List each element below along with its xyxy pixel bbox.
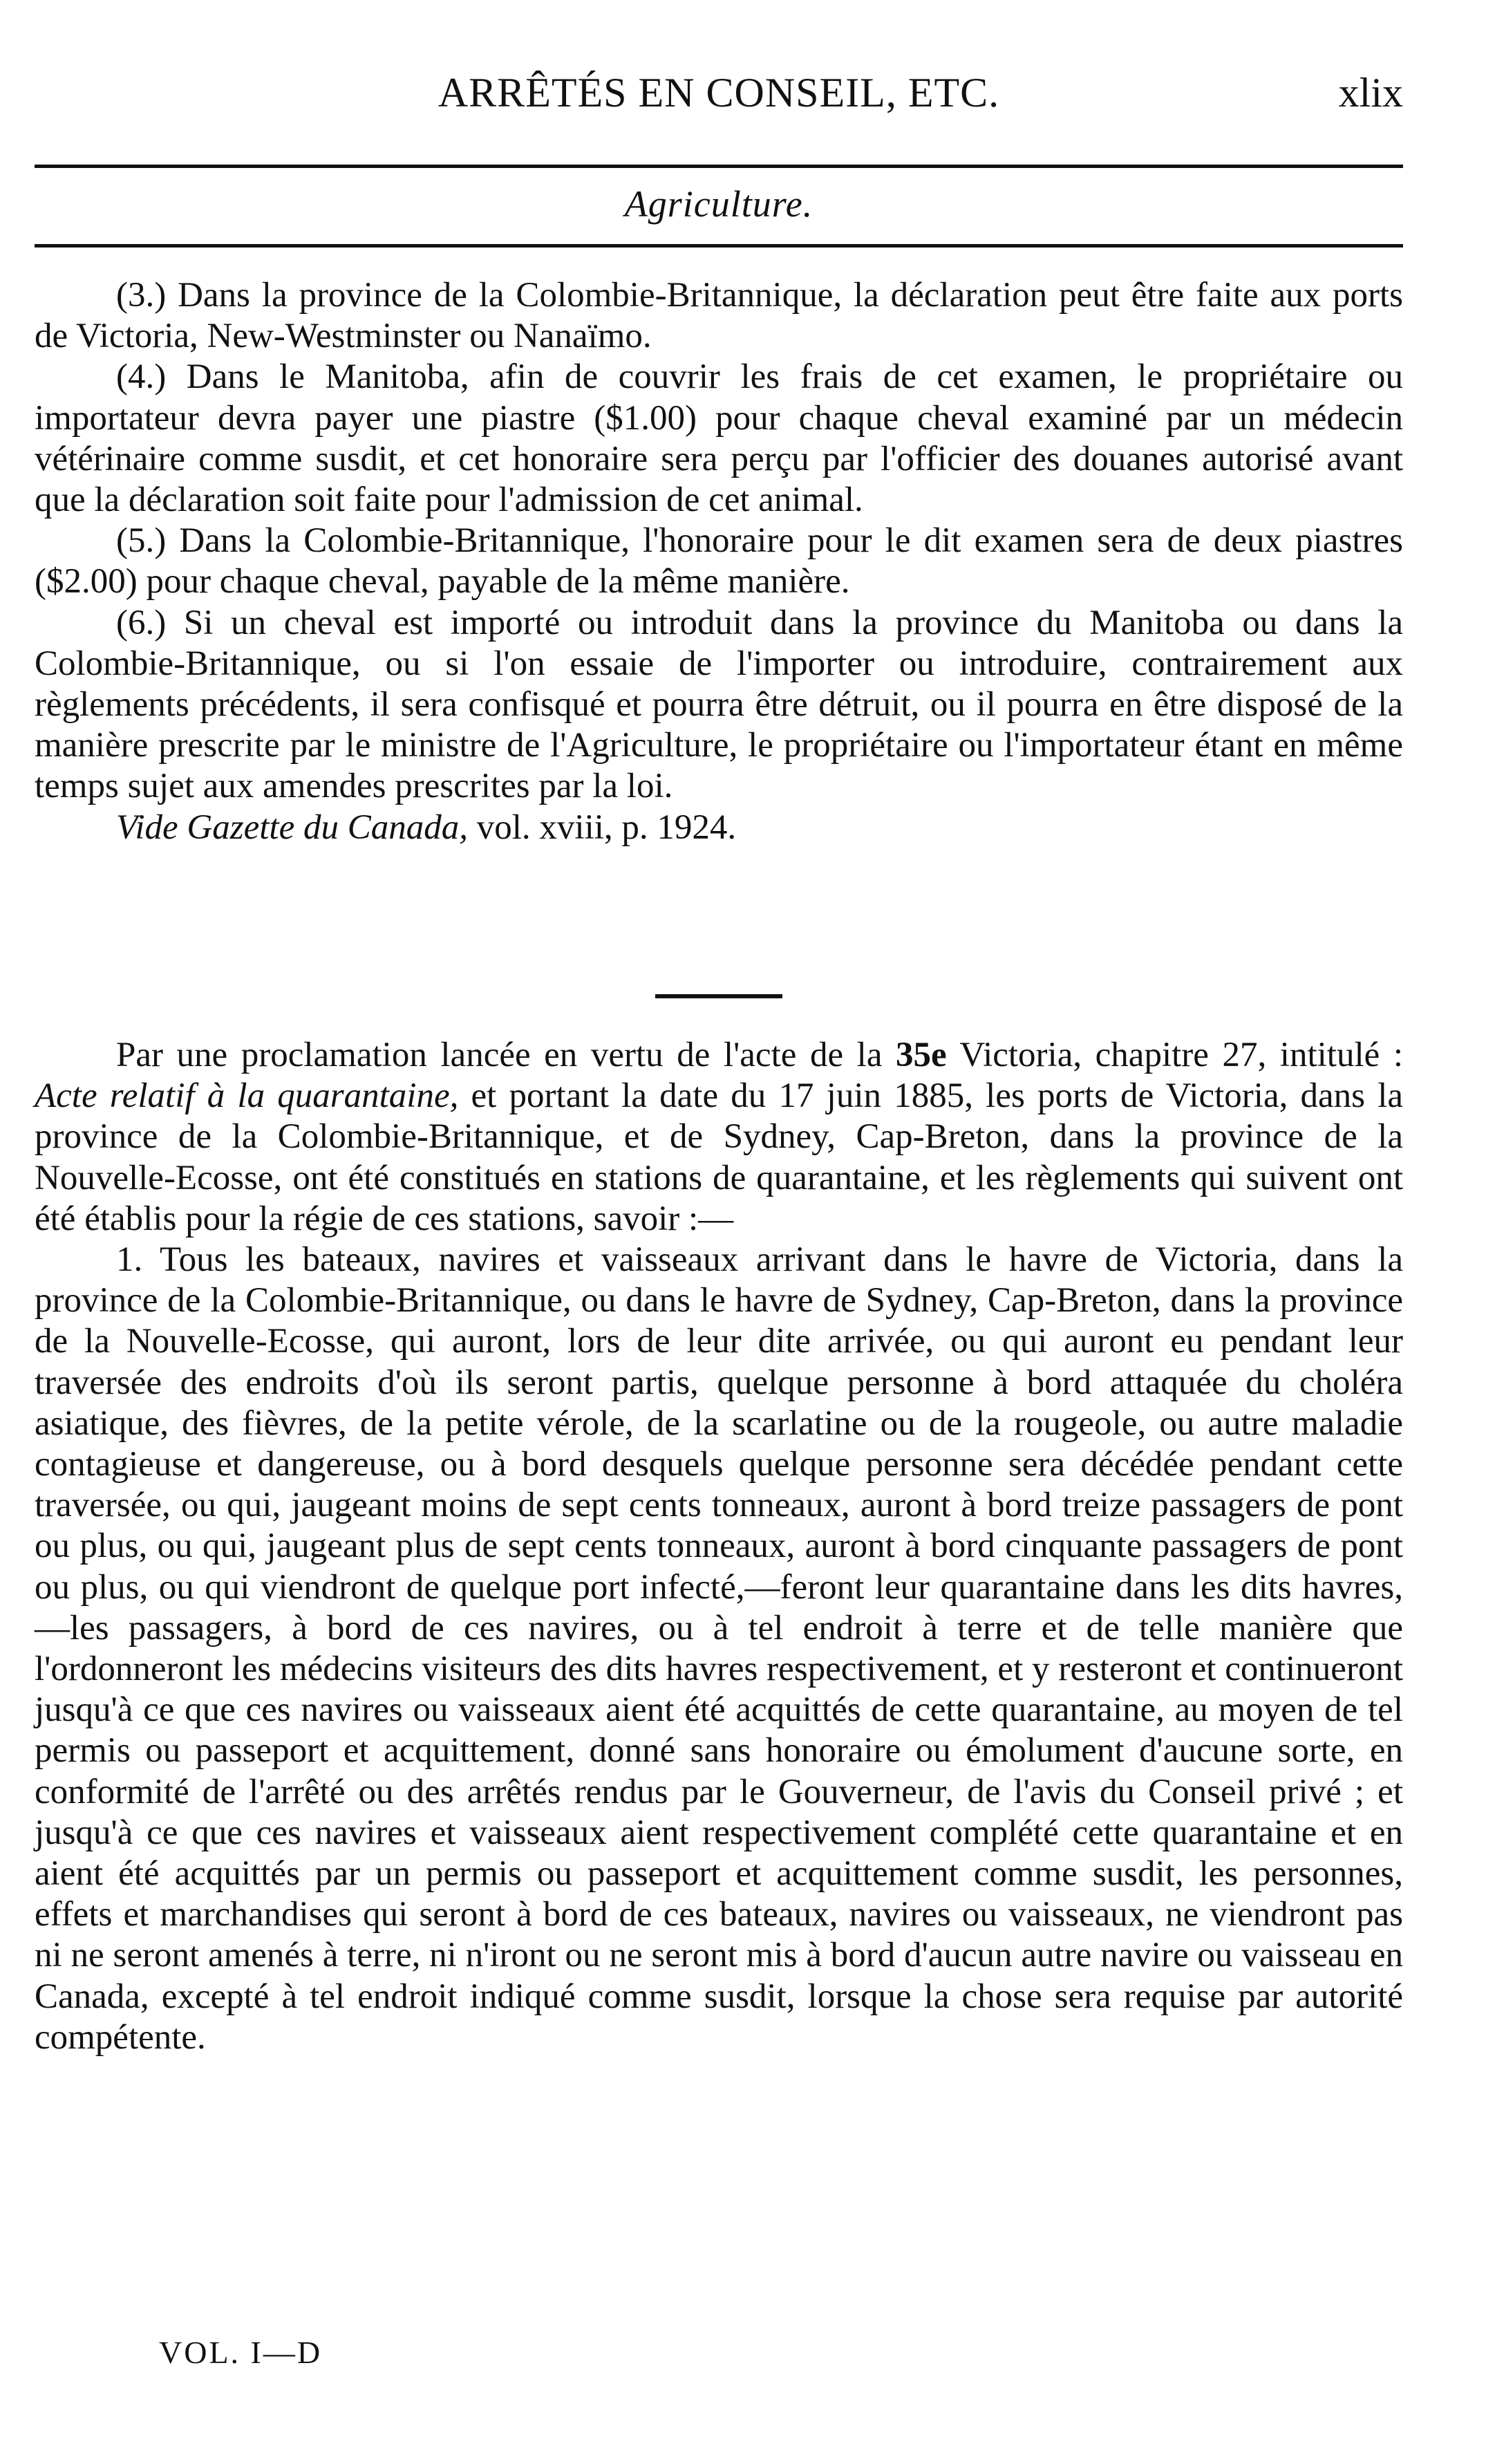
intro-text-b: Victoria, chapitre 27, intitulé : <box>946 1036 1404 1074</box>
intro-bold: 35e <box>896 1036 947 1074</box>
citation-italic: Vide Gazette du Canada, <box>116 808 468 847</box>
paragraph-3: (3.) Dans la province de la Colombie-Britannique, la déclaration peut être faite aux ports de Victoria, New-Westminster ou Nanaïmo. <box>35 276 1403 356</box>
paragraph-5: (5.) Dans la Colombie-Britannique, l'honoraire pour le dit examen sera de deux piastres ($2.00) pour chaque cheval, payable de la même manière. <box>35 521 1403 601</box>
proclamation-intro <box>35 1035 1403 1240</box>
quarantine-proclamation <box>35 1035 1403 2058</box>
header-rule-bottom <box>35 244 1403 248</box>
page-header <box>35 69 1403 131</box>
article-1: 1. Tous les bateaux, navires et vaisseaux arrivant dans le havre de Victoria, dans la province de la Colombie-Britannique, ou dans le havre de Sydney, Cap-Breton, dans la province de la Nouvelle-Ecosse, qui auront, lors de leur dite arrivée, ou qui auront eu pendant leur traversée des endroits d'où ils seront partis, quelque personne à bord attaquée du choléra asiatique, des fièvres, de la petite vérole, de la scarlatine ou de la rougeole, ou autre maladie contagieuse et dangereuse, ou à bord desquels quelque personne sera décédée pendant cette traversée, ou qui, jaugeant moins de sept cents tonneaux, auront à bord treize passagers de pont ou plus, ou qui, jaugeant plus de sept cents tonneaux, auront à bord cinquante passagers de pont ou plus, ou qui viendront de quelque port infecté,—feront leur quarantaine dans les dits havres,—les passagers, à bord de ces navires, ou à tel endroit à terre et de telle manière que l'ordonneront les médecins visiteurs des dits havres respectivement, et y resteront et continueront jusqu'à ce que ces navires ou vaisseaux aient été acquittés de cette quarantaine, au moyen de tel permis ou passeport et acquittement, donné sans honoraire ou émolument d'aucune sorte, en conformité de l'arrêté ou des arrêtés rendus par le Gouverneur, de l'avis du Conseil privé ; et jusqu'à ce que ces navires et vaisseaux aient respectivement complété cette quarantaine et en aient été acquittés par un permis ou passeport et acquittement comme susdit, les personnes, effets et marchandises qui seront à bord de ces bateaux, navires ou vaisseaux, ne viendront pas ni ne seront amenés à terre, ni n'iront ou ne seront mis à bord d'aucun autre navire ou vaisseau en Canada, excepté à tel endroit indiqué comme susdit, lorsque la chose sera requise par autorité compétente. <box>35 1240 1403 2057</box>
agriculture-regulations <box>35 275 1403 848</box>
section-separator <box>655 994 782 998</box>
act-title: Acte relatif à la quarantaine, <box>35 1076 459 1116</box>
page-number: xlix <box>1338 70 1403 115</box>
intro-text-c: et portant la date du 17 juin 1885, les ports de Victoria, dans la province de la Colombie-Britannique, et de Sydney, Cap-Breton, dans la province de la Nouvelle-Ecosse, ont été constitués en stations de quarantaine, et les règlements qui suivent ont été établis pour la régie de ces stations, savoir :— <box>35 1076 1403 1238</box>
running-title: ARRÊTÉS EN CONSEIL, ETC. <box>438 70 1000 115</box>
section-title: Agriculture. <box>624 183 813 225</box>
volume-signature: VOL. I—D <box>159 2335 323 2370</box>
gazette-citation <box>35 808 1403 848</box>
citation-rest: vol. xviii, p. 1924. <box>467 808 737 847</box>
paragraph-6: (6.) Si un cheval est importé ou introduit dans la province du Manitoba ou dans la Colombie-Britannique, ou si l'on essaie de l'importer ou introduire, contrairement aux règlements précédents, il sera confisqué et pourra être détruit, ou il pourra en être disposé de la manière prescrite par le ministre de l'Agriculture, le propriétaire ou l'importateur étant en même temps sujet aux amendes prescrites par la loi. <box>35 603 1403 806</box>
intro-text-a: Par une proclamation lancée en vertu de l'acte de la <box>116 1036 896 1074</box>
paragraph-4: (4.) Dans le Manitoba, afin de couvrir les frais de cet examen, le propriétaire ou importateur devra payer une piastre ($1.00) pour chaque cheval examiné par un médecin vétérinaire comme susdit, et cet honoraire sera perçu par l'officier des douanes autorisé avant que la déclaration soit faite pour l'admission de cet animal. <box>35 357 1403 520</box>
header-rule-top <box>35 165 1403 168</box>
